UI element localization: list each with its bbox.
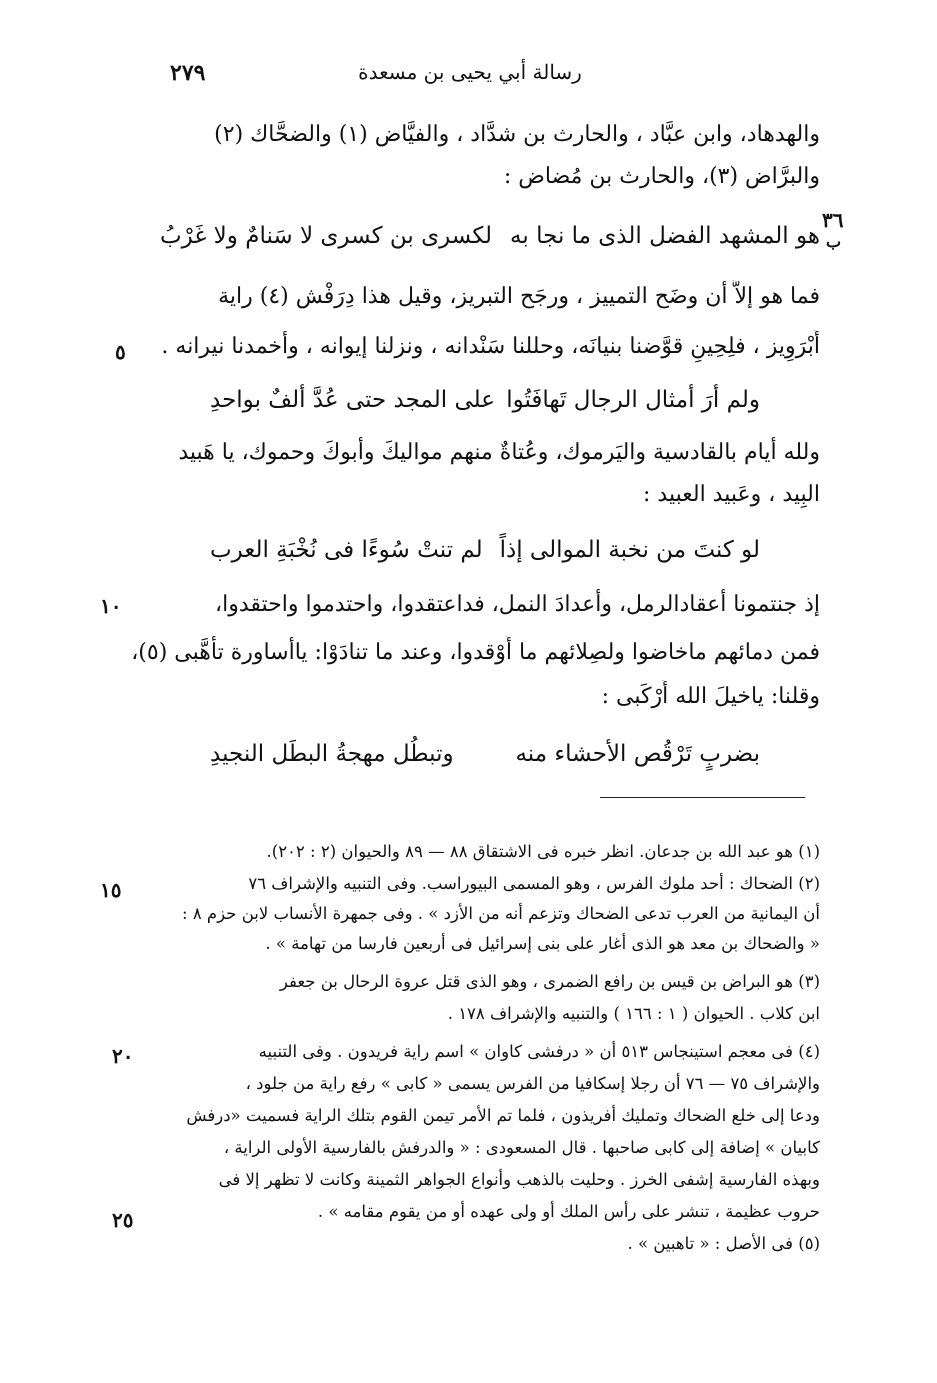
margin-folio-side: ب bbox=[826, 232, 842, 251]
body-line: فمن دمائهم ماخاضوا ولصِلائهم ما أَوْقدوا، وعند ما تنادَوْا: ياأساورة تأهَّبى (٥)، bbox=[131, 640, 820, 665]
footnote-line: (٤) فى معجم استينجاس ٥١٣ أن « درفشى كاوان » اسم راية فريدون . وفى التنبيه bbox=[258, 1042, 820, 1061]
verse-second-hemistich: لم تنتْ سُوءًا فى نُخْبَةِ العرب bbox=[210, 537, 483, 563]
footnote-line: والإشراف ٧٥ — ٧٦ أن رجلا إسكافيا من الفرس يسمى « كابى » رفع راية من جلود ، bbox=[245, 1074, 820, 1093]
body-line: البِيد ، وعَبيد العبيد : bbox=[643, 482, 820, 507]
footnote-line: « والضحاك بن معد هو الذى أغار على بنى إسرائيل فى أربعين فارسا من تهامة » . bbox=[265, 934, 820, 953]
verse-first-hemistich: لو كنتَ من نخبة الموالى إذاً bbox=[499, 537, 760, 563]
line-number-20: ٢٠ bbox=[112, 1044, 134, 1068]
footnote-line: (٣) هو البراض بن قيس بن رافع الضمرى ، وهو الذى قتل عروة الرحال بن جعفر bbox=[279, 972, 820, 991]
page-number: ٢٧٩ bbox=[170, 60, 206, 86]
footnote-line: ابن كلاب . الحيوان ( ١ : ١٦٦ ) والتنبيه والإشراف ١٧٨ . bbox=[447, 1004, 820, 1023]
line-number-25: ٢٥ bbox=[112, 1208, 134, 1232]
footnote-line: حروب عظيمة ، تنشر على رأس الملك أو ولى عهده أو من يقوم مقامه » . bbox=[317, 1202, 820, 1221]
body-line: أَبْرَوِيز ، فلِحِينِ قوَّضنا بنيانَه، وحللنا سَنْدانه ، ونزلنا إيوانه ، وأخمدنا نيرانه . bbox=[161, 334, 820, 359]
footnote-line: أن اليمانية من العرب تدعى الضحاك وتزعم أنه من الأزد » . وفى جمهرة الأنساب لابن حزم ٨ : bbox=[182, 904, 820, 923]
line-number-5: ٥ bbox=[115, 340, 126, 364]
verse-first-hemistich: بضربٍ تَرْقُص الأحشاء منه bbox=[515, 741, 760, 767]
footnote-line: كابيان » إضافة إلى كابى صاحبها . قال المسعودى : « والدرفش بالفارسية الأولى الراية ، bbox=[223, 1138, 820, 1157]
running-header-title: رسالة أبي يحيى بن مسعدة bbox=[358, 60, 582, 84]
verse-line bbox=[150, 216, 820, 256]
verse-first-hemistich: ولم أرَ أمثال الرجال تَهافَتُوا bbox=[506, 387, 760, 413]
verse-line bbox=[150, 734, 820, 774]
footnote-line: ودعا إلى خلع الضحاك وتمليك أفريذون ، فلما تم الأمر تيمن القوم بتلك الراية فسميت «درفش bbox=[186, 1106, 820, 1125]
footnote-separator bbox=[600, 797, 805, 798]
verse-line bbox=[150, 380, 820, 420]
line-number-10: ١٠ bbox=[100, 594, 122, 618]
body-line: والهدهاد، وابن عبَّاد ، والحارث بن شدَّاد ، والفيَّاض (١) والضحَّاك (٢) bbox=[214, 122, 820, 147]
footnote-line: (١) هو عبد الله بن جدعان. انظر خبره فى الاشتقاق ٨٨ — ٨٩ والحيوان (٢ : ٢٠٢). bbox=[266, 842, 820, 861]
body-line: فما هو إلاَّ أن وضَح التمييز ، ورجَح التبريز، وقيل هذا دِرَفْش (٤) راية bbox=[218, 284, 820, 309]
verse-second-hemistich: لكسرى بن كسرى لا سَنامٌ ولا غَرْبُ bbox=[160, 223, 493, 249]
verse-line bbox=[150, 530, 820, 570]
body-line: ولله أيام بالقادسية واليَرموك، وعُتاةٌ منهم مواليكَ وأبوكَ وحموك، يا هَبيد bbox=[178, 440, 820, 465]
body-line: والبرَّاض (٣)، والحارث بن مُضاض : bbox=[503, 164, 820, 189]
body-line: إذ جنتمونا أعقادالرمل، وأعدادَ النمل، فداعتقدوا، واحتدموا واحتقدوا، bbox=[215, 592, 820, 617]
body-line: وقلنا: ياخيلَ الله أَرْكَبى : bbox=[601, 684, 820, 709]
verse-second-hemistich: وتبطُل مهجةُ البطَل النجيدِ bbox=[210, 741, 454, 767]
footnote-line: (٢) الضحاك : أحد ملوك الفرس ، وهو المسمى البيوراسب. وفى التنبيه والإشراف ٧٦ bbox=[248, 874, 820, 893]
margin-folio-number: ٣٦ bbox=[822, 208, 844, 232]
verse-second-hemistich: على المجد حتى عُدَّ ألفٌ بواحدِ bbox=[210, 387, 495, 413]
footnote-line: وبهذه الفارسية إشفى الخرز . وحليت بالذهب وأنواع الجواهر الثمينة وكانت لا تظهر إلا فى bbox=[218, 1170, 820, 1189]
line-number-15: ١٥ bbox=[100, 878, 122, 902]
footnote-line: (٥) فى الأصل : « تاهبين » . bbox=[627, 1234, 820, 1253]
verse-first-hemistich: هو المشهد الفضل الذى ما نجا به bbox=[510, 223, 820, 249]
